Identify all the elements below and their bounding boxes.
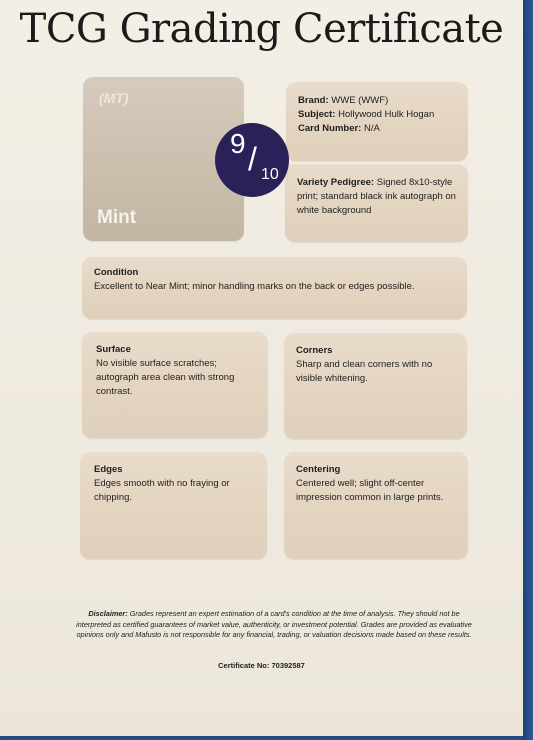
centering-heading: Centering — [296, 464, 341, 475]
card-number-row — [298, 122, 468, 136]
grade-score-badge — [215, 123, 289, 197]
subject-label: Subject: — [298, 109, 336, 120]
centering-panel — [284, 452, 468, 559]
grade-abbr: (MT) — [99, 90, 129, 106]
certificate-label: Certificate No: — [218, 661, 270, 670]
corners-heading: Corners — [296, 345, 333, 356]
disclaimer-text: Grades represent an expert estimation of a card's condition at the time of analysis. They should not be interpreted as certified guarantees of market value, authenticity, or investment potential. Grades are provided as evaluative opinions only and Mafusto is not responsible for any financial, trading, or valuation decisions made based on these results. — [76, 609, 472, 639]
variety-value: Signed 8x10-style print; standard black ink autograph on white background — [297, 177, 456, 216]
page-title: TCG Grading Certificate — [19, 6, 504, 52]
grade-score: 9 — [230, 128, 246, 159]
subject-row — [298, 108, 468, 122]
card-number-value: N/A — [363, 123, 380, 134]
blue-border-edge — [523, 0, 533, 740]
card-info-panel — [286, 82, 468, 161]
surface-text: No visible surface scratches; autograph area clean with strong contrast. — [96, 358, 235, 397]
brand-row — [298, 94, 468, 108]
surface-panel — [82, 332, 268, 438]
corners-panel — [284, 333, 467, 439]
surface-heading: Surface — [96, 344, 131, 355]
disclaimer-label: Disclaimer: — [88, 609, 128, 618]
condition-panel — [82, 257, 467, 319]
disclaimer — [74, 609, 474, 641]
subject-value: Hollywood Hulk Hogan — [338, 109, 435, 120]
edges-text: Edges smooth with no fraying or chipping. — [94, 478, 230, 503]
variety-label: Variety Pedigree: — [297, 177, 375, 188]
variety-panel — [285, 164, 468, 242]
grade-word: Mint — [97, 207, 137, 228]
certificate-value: 70392587 — [271, 661, 305, 670]
corners-text: Sharp and clean corners with no visible whitening. — [296, 359, 433, 384]
brand-value: WWE (WWF) — [331, 95, 389, 106]
brand-label: Brand: — [298, 95, 329, 106]
edges-panel — [80, 452, 267, 559]
card-number-label: Card Number: — [298, 123, 362, 134]
condition-text: Excellent to Near Mint; minor handling marks on the back or edges possible. — [94, 281, 415, 292]
grade-slash: / — [248, 141, 257, 177]
centering-text: Centered well; slight off-center impression common in large prints. — [296, 478, 444, 503]
condition-heading: Condition — [94, 267, 139, 278]
edges-heading: Edges — [94, 464, 123, 475]
grade-out-of: 10 — [261, 166, 279, 183]
certificate-number — [0, 661, 523, 670]
